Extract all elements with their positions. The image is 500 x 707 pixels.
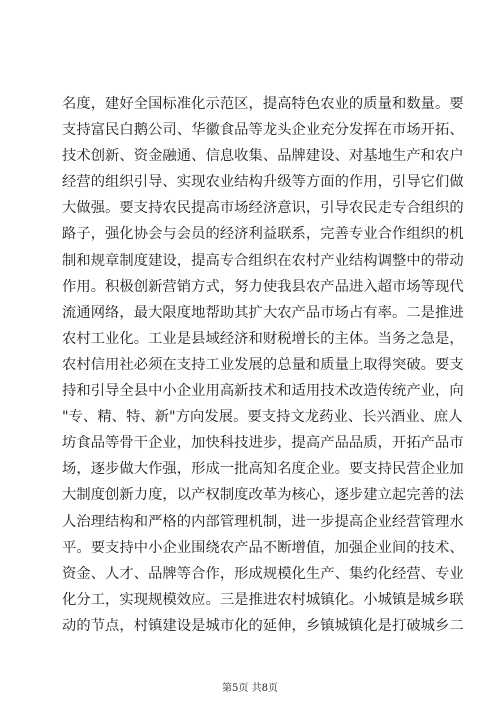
text-line: 名度，建好全国标准化示范区，提高特色农业的质量和数量。要: [62, 96, 464, 112]
text-line: 平。要支持中小企业围绕农产品不断增值，加强企业间的技术、: [62, 539, 464, 556]
body-text: [62, 91, 462, 639]
text-line: 大做强。要支持农民提高市场经济意识，引导农民走专合组织的: [62, 200, 464, 217]
text-line: "专、精、特、新"方向发展。要支持文龙药业、长兴酒业、庶人: [62, 409, 463, 426]
text-line: 大制度创新力度，以产权制度改革为核心，逐步建立起完善的法: [62, 487, 464, 504]
text-line: 作用。积极创新营销方式，努力使我县农产品进入超市场等现代: [62, 278, 464, 295]
text-line: 经营的组织引导、实现农业结构升级等方面的作用，引导它们做: [62, 174, 464, 191]
text-line: 技术创新、资金融通、信息收集、品牌建设、对基地生产和农户: [62, 148, 464, 165]
text-line: 人治理结构和严格的内部管理机制，进一步提高企业经营管理水: [62, 513, 464, 530]
text-line: 场，逐步做大作强，形成一批高知名度企业。要支持民营企业加: [62, 461, 464, 478]
text-line: 路子，强化协会与会员的经济利益联系，完善专业合作组织的机: [62, 226, 464, 243]
text-line: 化分工，实现规模效应。三是推进农村城镇化。小城镇是城乡联: [62, 591, 464, 608]
text-line: 支持富民白鹅公司、华徽食品等龙头企业充分发挥在市场开拓、: [62, 122, 464, 139]
text-line: 农村信用社必须在支持工业发展的总量和质量上取得突破。要支: [62, 356, 464, 373]
text-line: 制和规章制度建设，提高专合组织在农村产业结构调整中的带动: [62, 252, 464, 269]
text-line: 动的节点，村镇建设是城市化的延伸，乡镇城镇化是打破城乡二: [62, 617, 464, 634]
page-number-footer: 第5页 共8页: [222, 683, 278, 694]
text-line: 坊食品等骨干企业，加快科技进步，提高产品品质，开拓产品市: [62, 435, 464, 452]
text-line: 资金、人才、品牌等合作，形成规模化生产、集约化经营、专业: [62, 565, 464, 582]
text-line: 农村工业化。工业是县域经济和财税增长的主体。当务之急是，: [62, 330, 464, 347]
text-line: 持和引导全县中小企业用高新技术和适用技术改造传统产业，向: [62, 383, 464, 400]
text-line: 流通网络，最大限度地帮助其扩大农产品市场占有率。二是推进: [62, 304, 464, 321]
